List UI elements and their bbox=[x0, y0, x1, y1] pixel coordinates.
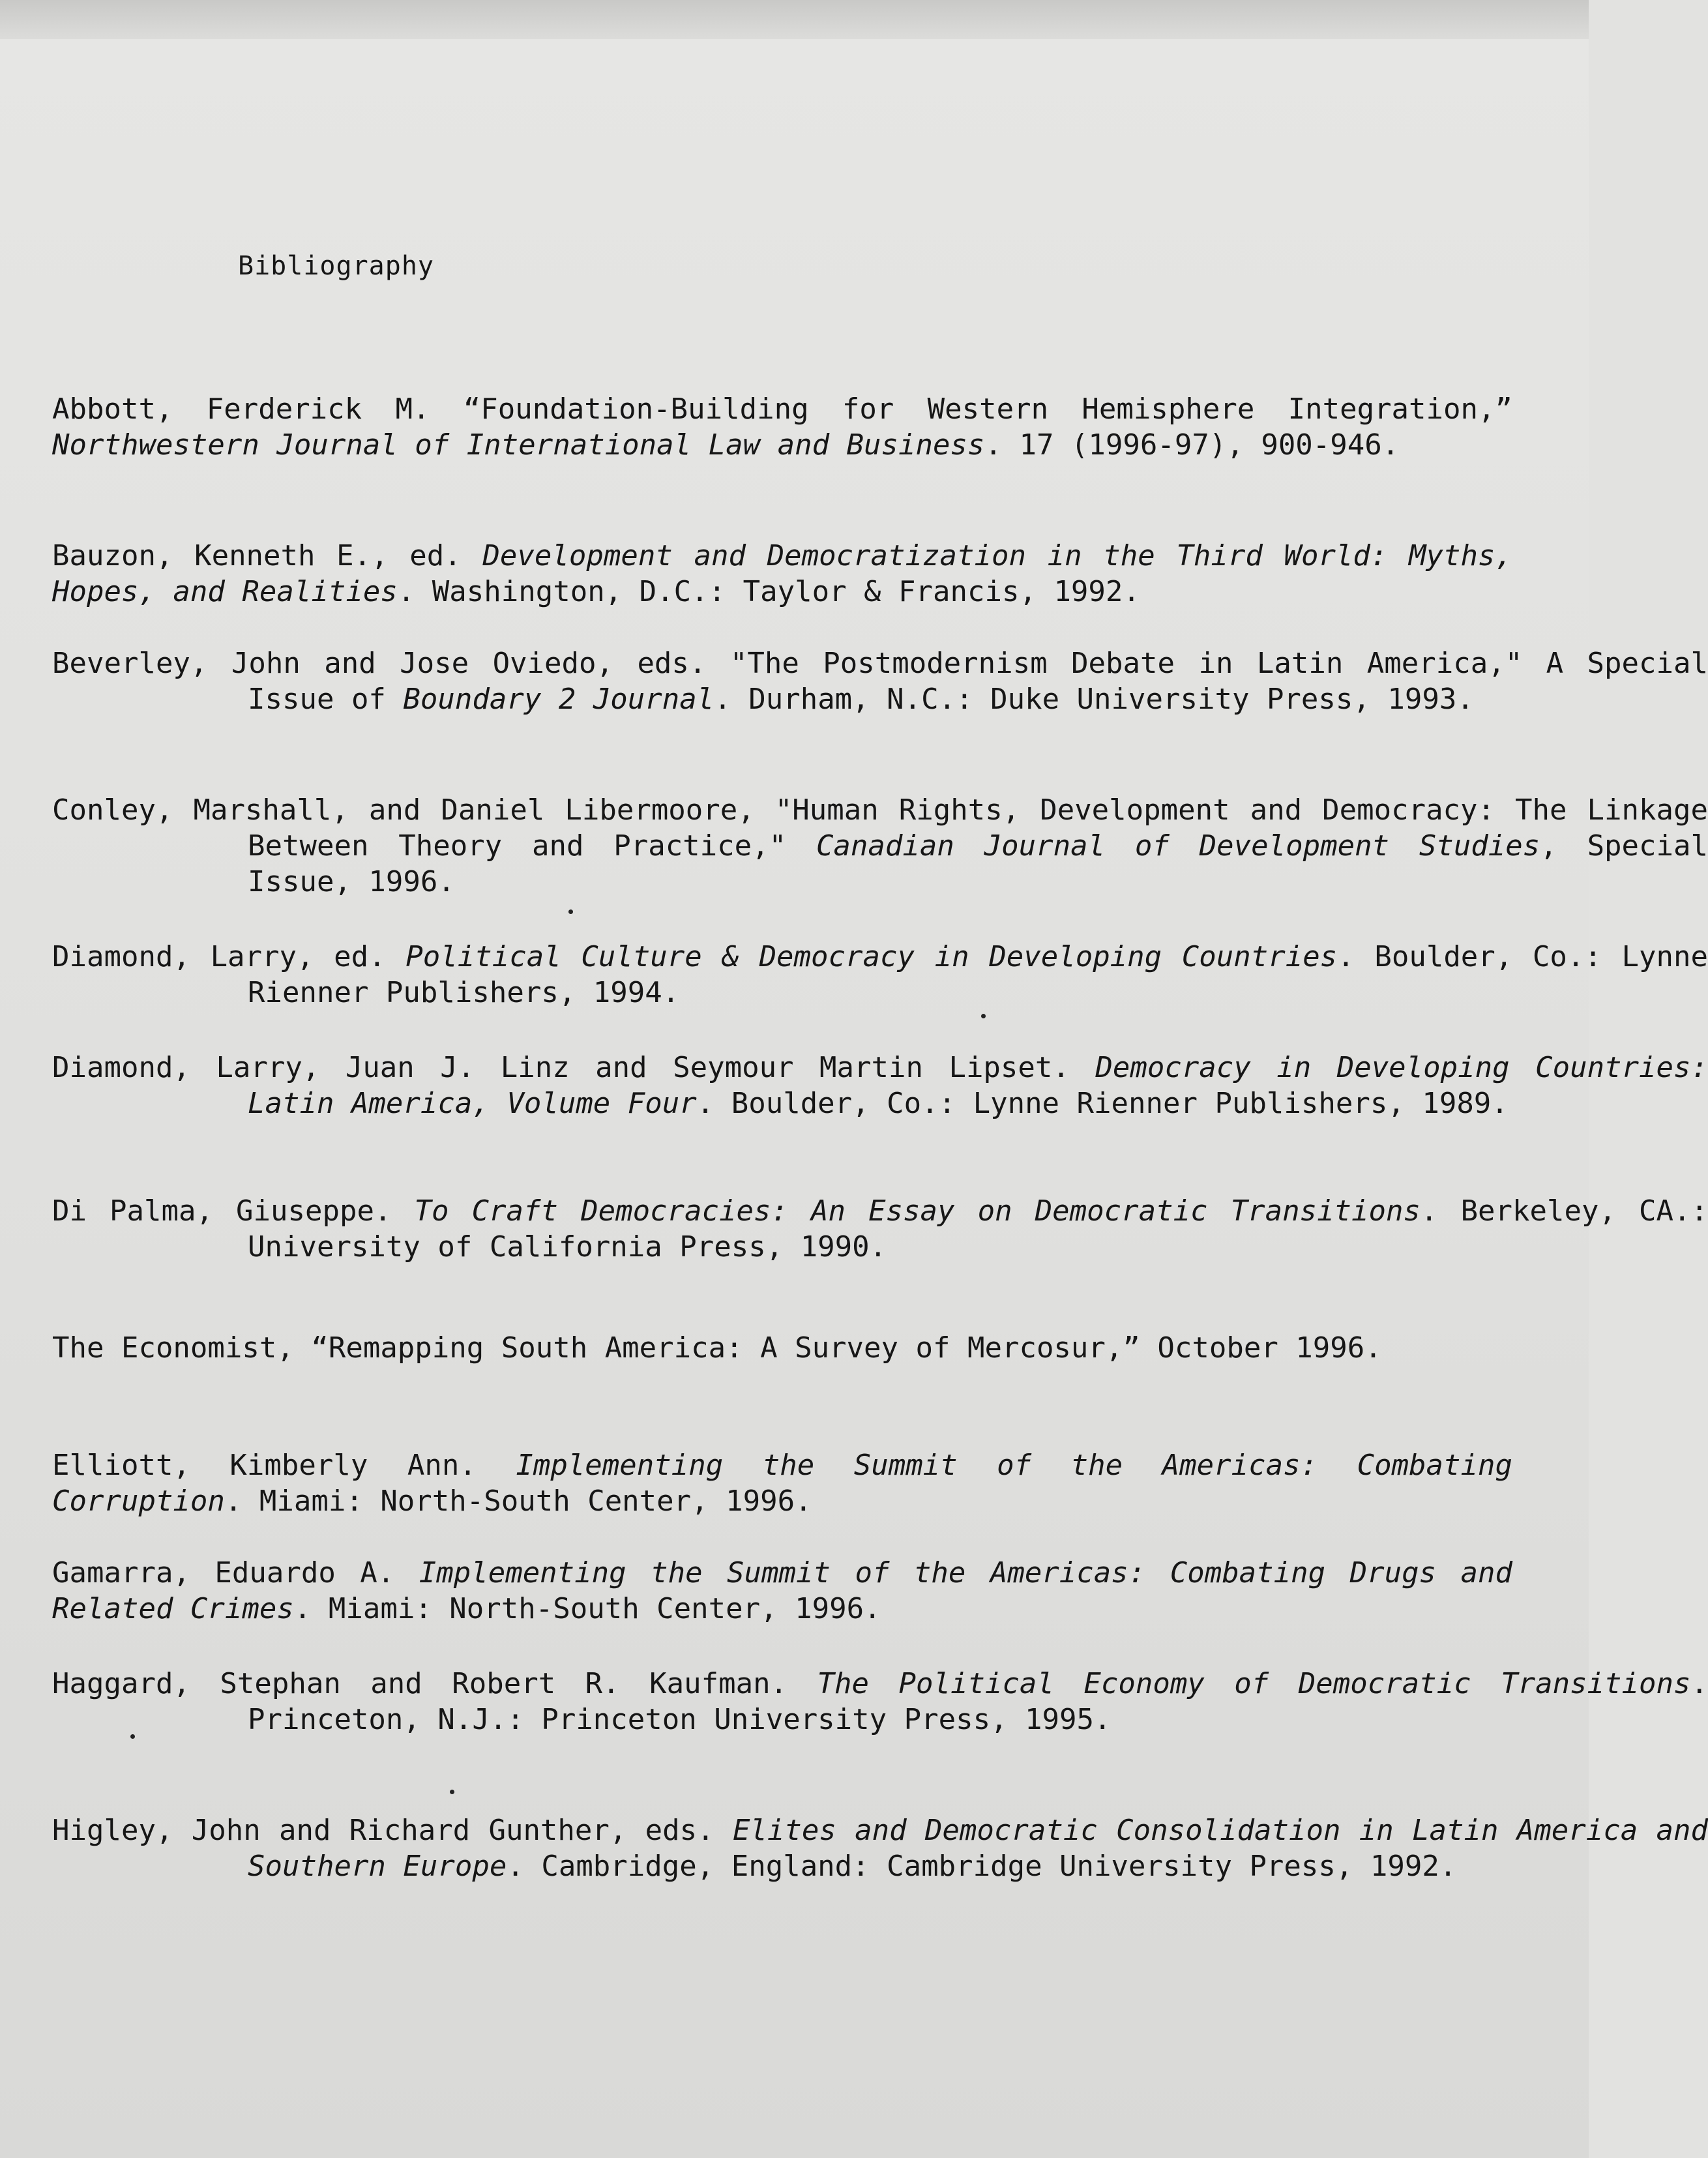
bib-title: Democracy in Developing Countries: Latin America, Volume Four bbox=[248, 1051, 1708, 1120]
bib-title: Implementing the Summit of the Americas: Combating Corruption bbox=[52, 1449, 1512, 1518]
bib-text: . Princeton, N.J.: Princeton University Press, 1995. bbox=[248, 1667, 1708, 1736]
bib-entry-elliott bbox=[52, 1447, 1512, 1519]
bib-entry-higley bbox=[52, 1812, 1708, 1884]
bib-text: . Berkeley, CA.: University of California Press, 1990. bbox=[248, 1194, 1708, 1264]
bib-title: The Political Economy of Democratic Transitions bbox=[817, 1667, 1691, 1700]
bib-entry-diamond-1989 bbox=[52, 1050, 1708, 1121]
bib-text: Gamarra, Eduardo A. bbox=[52, 1556, 419, 1589]
bib-text: . Miami: North-South Center, 1996. bbox=[293, 1592, 881, 1625]
bib-text: Diamond, Larry, Juan J. Linz and Seymour Martin Lipset. bbox=[52, 1051, 1096, 1084]
bib-title: To Craft Democracies: An Essay on Democratic Transitions bbox=[414, 1194, 1421, 1228]
scan-speck bbox=[568, 909, 573, 914]
bibliography-heading: Bibliography bbox=[238, 251, 434, 281]
bib-text: Conley, Marshall, and Daniel Libermoore, "Human Rights, Development and Democracy: The Linkage Between Theory and Practice," bbox=[52, 793, 1708, 863]
scan-speck bbox=[130, 1734, 135, 1739]
bib-title: Political Culture & Democracy in Developing Countries bbox=[405, 940, 1338, 973]
bib-title: Canadian Journal of Development Studies bbox=[816, 829, 1540, 863]
bib-text: . Durham, N.C.: Duke University Press, 1993. bbox=[714, 683, 1474, 716]
bib-text: The Economist, “Remapping South America: A Survey of Mercosur,” October 1996. bbox=[52, 1331, 1382, 1365]
scan-speck bbox=[981, 1014, 986, 1018]
bib-entry-haggard bbox=[52, 1666, 1708, 1737]
bib-entry-beverley bbox=[52, 645, 1708, 717]
bib-entry-gamarra bbox=[52, 1555, 1512, 1627]
bib-title: Development and Democratization in the Third World: Myths, Hopes, and Realities bbox=[52, 539, 1512, 608]
bib-text: Elliott, Kimberly Ann. bbox=[52, 1449, 516, 1482]
bib-text: . Boulder, Co.: Lynne Rienner Publishers, 1994. bbox=[248, 940, 1708, 1009]
bib-title: Implementing the Summit of the Americas: Combating Drugs and Related Crimes bbox=[52, 1556, 1512, 1625]
scan-speck bbox=[450, 1790, 454, 1794]
bib-entry-di-palma bbox=[52, 1193, 1708, 1265]
bib-text: Bauzon, Kenneth E., ed. bbox=[52, 539, 483, 572]
bib-text: Di Palma, Giuseppe. bbox=[52, 1194, 415, 1228]
bib-title: Elites and Democratic Consolidation in Latin America and Southern Europe bbox=[248, 1814, 1708, 1883]
bib-text: . Washington, D.C.: Taylor & Francis, 1992. bbox=[397, 575, 1140, 608]
bib-text: Higley, John and Richard Gunther, eds. bbox=[52, 1814, 733, 1847]
bib-entry-diamond-1994 bbox=[52, 939, 1708, 1011]
bib-entry-economist bbox=[52, 1330, 1512, 1366]
bib-text: Abbott, Ferderick M. “Foundation-Building for Western Hemisphere Integration,” bbox=[52, 392, 1512, 426]
bib-text: . 17 (1996-97), 900-946. bbox=[984, 428, 1400, 462]
bib-entry-bauzon bbox=[52, 538, 1512, 610]
bib-text: Diamond, Larry, ed. bbox=[52, 940, 406, 973]
scan-top-edge bbox=[0, 0, 1589, 39]
bib-title: Northwestern Journal of International Law and Business bbox=[52, 428, 985, 462]
bib-text: Beverley, John and Jose Oviedo, eds. "The Postmodernism Debate in Latin America," A Special Issue of bbox=[52, 647, 1708, 716]
bib-text: . Cambridge, England: Cambridge University Press, 1992. bbox=[507, 1850, 1457, 1883]
bib-text: . Boulder, Co.: Lynne Rienner Publishers, 1989. bbox=[696, 1087, 1509, 1120]
bib-text: , Special Issue, 1996. bbox=[248, 829, 1708, 898]
bib-title: Boundary 2 Journal bbox=[403, 683, 714, 716]
bib-entry-conley bbox=[52, 792, 1708, 900]
bib-entry-abbott bbox=[52, 391, 1512, 463]
bib-text: Haggard, Stephan and Robert R. Kaufman. bbox=[52, 1667, 817, 1700]
bib-text: . Miami: North-South Center, 1996. bbox=[224, 1485, 812, 1518]
